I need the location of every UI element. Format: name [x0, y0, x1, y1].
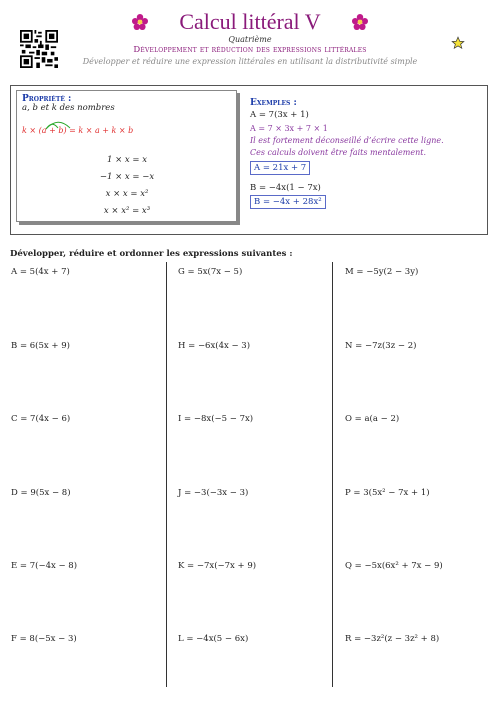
- example-note-1: Il est fortement déconseillé d’écrire cette ligne.: [250, 136, 444, 145]
- exercise-a: A = 5(4x + 7): [11, 267, 70, 277]
- example-note-2: Ces calculs doivent être faits mentalement.: [250, 148, 426, 157]
- example-2-result: B = −4x + 28x²: [250, 195, 326, 209]
- exercise-q: Q = −5x(6x² + 7x − 9): [345, 561, 443, 571]
- exercise-d: D = 9(5x − 8): [11, 488, 71, 498]
- exercise-i: I = −8x(−5 − 7x): [178, 414, 254, 424]
- exercise-j: J = −3(−3x − 3): [178, 488, 249, 498]
- exercise-c: C = 7(4x − 6): [11, 414, 71, 424]
- identity-4: x × x² = x³: [103, 206, 151, 216]
- star-icon: [451, 36, 465, 50]
- exercise-n: N = −7z(3z − 2): [345, 341, 417, 351]
- example-1-step: A = 7 × 3x + 7 × 1: [250, 124, 328, 133]
- exercise-instruction: Développer, réduire et ordonner les expressions suivantes :: [10, 249, 293, 259]
- page-title: Calcul littéral V: [179, 9, 321, 34]
- level-label: Quatrième: [228, 35, 272, 44]
- exercise-b: B = 6(5x + 9): [11, 341, 70, 351]
- examples-heading: Exemples :: [250, 98, 297, 108]
- example-1-statement: A = 7(3x + 1): [250, 110, 309, 120]
- identity-3: x × x = x²: [105, 189, 149, 199]
- column-divider-2: [332, 262, 333, 687]
- exercise-h: H = −6x(4x − 3): [178, 341, 251, 351]
- exercise-o: O = a(a − 2): [345, 414, 400, 424]
- distributivity-rule: k × (a + b) = k × a + k × b: [22, 126, 134, 135]
- property-heading: Propriété :: [22, 94, 72, 104]
- exercise-k: K = −7x(−7x + 9): [178, 561, 257, 571]
- exercise-f: F = 8(−5x − 3): [11, 634, 77, 644]
- exercise-g: G = 5x(7x − 5): [178, 267, 243, 277]
- chapter-label: Développement et réduction des expressions littérales: [133, 45, 367, 55]
- objective-label: Développer et réduire une expression littérales en utilisant la distributivité simple: [82, 57, 418, 66]
- example-2-statement: B = −4x(1 − 7x): [250, 183, 321, 193]
- identity-1: 1 × x = x: [106, 155, 148, 165]
- identity-2: −1 × x = −x: [99, 172, 155, 182]
- example-1-result: A = 21x + 7: [250, 161, 310, 175]
- exercise-m: M = −5y(2 − 3y): [345, 267, 419, 277]
- exercise-l: L = −4x(5 − 6x): [178, 634, 249, 644]
- exercise-p: P = 3(5x² − 7x + 1): [345, 488, 430, 498]
- exercise-r: R = −3z²(z − 3z² + 8): [345, 634, 440, 644]
- exercise-e: E = 7(−4x − 8): [11, 561, 78, 571]
- property-intro: a, b et k des nombres: [22, 103, 115, 113]
- column-divider-1: [166, 262, 167, 687]
